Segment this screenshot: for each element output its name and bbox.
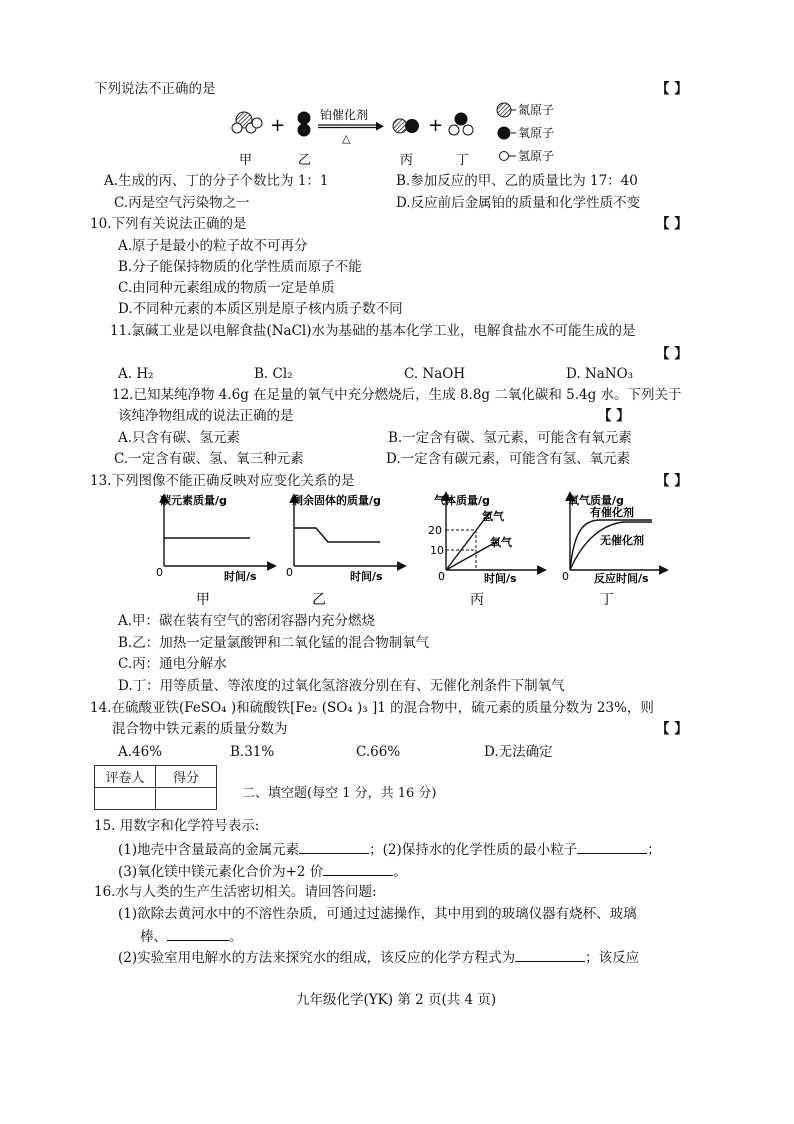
q11-answer-bracket: 【 】 bbox=[656, 346, 688, 362]
graph-ding-caption: 丁 bbox=[600, 592, 614, 608]
legend-oxygen: 氧原子 bbox=[518, 126, 555, 140]
q12-stem-line2: 该纯净物组成的说法正确的是 bbox=[118, 408, 294, 424]
q12-option-c: C.一定含有碳、氢、氧三种元素 bbox=[114, 451, 304, 467]
q11-option-d: D. NaNO₃ bbox=[566, 366, 634, 382]
catalyst-label: 铂催化剂 bbox=[320, 108, 369, 122]
q16-blank-1[interactable] bbox=[167, 926, 229, 941]
graph-ding-xlabel: 反应时间/s bbox=[594, 572, 649, 585]
atom-legend bbox=[497, 103, 554, 163]
graph-yi-ylabel: 剩余固体的质量/g bbox=[292, 494, 381, 507]
graph-bing-tick-10: 10 bbox=[430, 544, 444, 557]
label-jia: 甲 bbox=[239, 153, 253, 168]
graph-yi bbox=[282, 490, 412, 608]
graph-ding bbox=[560, 490, 670, 608]
q12-option-d: D.一定含有碳元素，可能含有氢、氧元素 bbox=[386, 451, 631, 467]
q10-option-c: C.由同种元素组成的物质一定是单质 bbox=[118, 280, 335, 296]
q14-stem-line1: 14.在硫酸亚铁(FeSO₄ )和硫酸铁[Fe₂ (SO₄ )₃ ]1 的混合物中，硫元素的质量分数为 23%，则 bbox=[90, 700, 654, 716]
plus-sign-1: + bbox=[270, 115, 286, 136]
reaction-arrow bbox=[318, 122, 384, 131]
plus-sign-2: + bbox=[428, 115, 444, 136]
q15-stem: 15. 用数字和化学符号表示: bbox=[94, 818, 260, 834]
q15-part1-label: (1)地壳中含量最高的金属元素 bbox=[118, 842, 300, 858]
q15-blank-2[interactable] bbox=[577, 839, 647, 854]
graph-jia-origin: 0 bbox=[156, 566, 163, 579]
graph-bing-tick-20: 20 bbox=[428, 524, 442, 537]
q16-part2-label: (2)实验室用电解水的方法来探究水的组成，该反应的化学方程式为 bbox=[118, 950, 516, 966]
q12-option-b: B.一定含有碳、氢元素，可能含有氧元素 bbox=[388, 430, 632, 446]
q15-line2 bbox=[118, 861, 407, 881]
graph-jia-caption: 甲 bbox=[196, 592, 210, 608]
q11-option-a: A. H₂ bbox=[118, 366, 154, 382]
graph-jia bbox=[150, 490, 280, 608]
q16-part2-line bbox=[118, 947, 639, 967]
q14-option-b: B.31% bbox=[230, 744, 275, 760]
q13-option-d: D.丁：用等质量、等浓度的过氧化氢溶液分别在有、无催化剂条件下制氧气 bbox=[118, 678, 565, 694]
section2-title: 二、填空题(每空 1 分，共 16 分) bbox=[242, 786, 437, 801]
q15-blank-1[interactable] bbox=[299, 839, 369, 854]
legend-hydrogen: 氢原子 bbox=[518, 149, 555, 163]
molecule-ding bbox=[449, 113, 473, 136]
q10-answer-bracket: 【 】 bbox=[656, 216, 688, 232]
graph-jia-ylabel: 碳元素质量/g bbox=[160, 494, 227, 507]
q10-stem: 10.下列有关说法正确的是 bbox=[90, 216, 247, 232]
q16-part1-line2 bbox=[140, 926, 243, 946]
q12-stem-line1: 12.已知某纯净物 4.6g 在足量的氧气中充分燃烧后，生成 8.8g 二氧化碳和 5.4g 水。下列关于 bbox=[112, 387, 682, 403]
legend-nitrogen: 氮原子 bbox=[518, 103, 555, 117]
graph-bing-xlabel: 时间/s bbox=[484, 572, 517, 585]
q9-option-c: C.丙是空气污染物之一 bbox=[114, 195, 250, 211]
graph-yi-xlabel: 时间/s bbox=[350, 570, 383, 583]
grader-score-table bbox=[94, 765, 217, 810]
q9-option-a: A.生成的丙、丁的分子个数比为 1：1 bbox=[104, 173, 329, 189]
label-yi: 乙 bbox=[298, 153, 312, 168]
q14-option-c: C.66% bbox=[356, 744, 401, 760]
graph-bing bbox=[424, 490, 548, 608]
molecule-jia bbox=[232, 112, 262, 133]
q13-answer-bracket: 【 】 bbox=[656, 473, 688, 489]
q9-option-b: B.参加反应的甲、乙的质量比为 17：40 bbox=[396, 173, 638, 189]
q13-option-c: C.丙：通电分解水 bbox=[118, 656, 227, 672]
reaction-diagram bbox=[228, 98, 578, 170]
q16-part1b-label: 棒、 bbox=[140, 929, 167, 945]
q10-option-a: A.原子是最小的粒子故不可再分 bbox=[118, 238, 308, 254]
grader-header: 评卷人 bbox=[95, 766, 156, 788]
q15-part2-end: ； bbox=[647, 842, 661, 858]
q15-part2-label: ；(2)保持水的化学性质的最小粒子 bbox=[369, 842, 578, 858]
score-cell[interactable] bbox=[156, 788, 217, 810]
q14-answer-bracket: 【 】 bbox=[656, 721, 688, 737]
label-ding: 丁 bbox=[456, 153, 470, 168]
molecule-yi bbox=[298, 112, 311, 137]
label-bing: 丙 bbox=[400, 153, 414, 168]
graph-bing-origin: 0 bbox=[438, 570, 445, 583]
q12-answer-bracket: 【 】 bbox=[598, 408, 630, 424]
q12-option-a: A.只含有碳、氢元素 bbox=[118, 430, 241, 446]
score-header: 得分 bbox=[156, 766, 217, 788]
q11-stem: 11.氯碱工业是以电解食盐(NaCl)水为基础的基本化学工业，电解食盐水不可能生成的是 bbox=[110, 323, 636, 339]
graph-jia-xlabel: 时间/s bbox=[224, 570, 257, 583]
q16-blank-2[interactable] bbox=[515, 947, 585, 962]
q10-option-b: B.分子能保持物质的化学性质而原子不能 bbox=[118, 259, 362, 275]
q13-option-b: B.乙：加热一定量氯酸钾和二氧化锰的混合物制氧气 bbox=[118, 635, 430, 651]
q13-stem: 13.下列图像不能正确反映对应变化关系的是 bbox=[90, 473, 355, 489]
q9-stem: 下列说法不正确的是 bbox=[94, 81, 216, 97]
q9-option-d: D.反应前后金属铂的质量和化学性质不变 bbox=[396, 195, 641, 211]
graph-yi-caption: 乙 bbox=[312, 592, 326, 608]
q13-option-a: A.甲：碳在装有空气的密闭容器内充分燃烧 bbox=[118, 613, 376, 629]
q11-option-b: B. Cl₂ bbox=[254, 366, 293, 382]
page-footer: 九年级化学(YK) 第 2 页(共 4 页) bbox=[296, 992, 497, 1008]
q11-option-c: C. NaOH bbox=[404, 366, 466, 382]
graph-bing-series-oxygen: 氧气 bbox=[490, 536, 512, 549]
grader-cell[interactable] bbox=[95, 788, 156, 810]
q15-part3-end: 。 bbox=[393, 864, 407, 880]
graph-bing-caption: 丙 bbox=[470, 592, 484, 608]
graph-bing-line-oxygen bbox=[446, 542, 496, 570]
graph-bing-ylabel: 气体质量/g bbox=[434, 494, 490, 507]
molecule-bing bbox=[393, 119, 419, 133]
q15-blank-3[interactable] bbox=[323, 861, 393, 876]
q9-answer-bracket: 【 】 bbox=[656, 81, 688, 97]
graph-ding-series-catalyst: 有催化剂 bbox=[590, 506, 634, 519]
heat-symbol: △ bbox=[342, 132, 351, 145]
graph-bing-series-hydrogen: 氢气 bbox=[482, 510, 504, 523]
graph-yi-origin: 0 bbox=[286, 566, 293, 579]
q16-part1-line1: (1)欲除去黄河水中的不溶性杂质，可通过过滤操作，其中用到的玻璃仪器有烧杯、玻璃 bbox=[118, 906, 637, 922]
q14-stem-line2: 混合物中铁元素的质量分数为 bbox=[112, 721, 288, 737]
graph-yi-line bbox=[294, 528, 380, 542]
q16-stem: 16.水与人类的生产生活密切相关。请回答问题: bbox=[94, 884, 377, 900]
q15-part3-label: (3)氧化镁中镁元素化合价为+2 价 bbox=[118, 864, 324, 880]
q16-part1b-end: 。 bbox=[229, 929, 243, 945]
q10-option-d: D.不同种元素的本质区别是原子核内质子数不同 bbox=[118, 301, 403, 317]
graph-ding-series-no-catalyst: 无催化剂 bbox=[600, 534, 644, 547]
q15-line1 bbox=[118, 839, 661, 859]
q14-option-d: D.无法确定 bbox=[484, 744, 553, 760]
graph-ding-origin: 0 bbox=[562, 570, 569, 583]
graph-ding-ylabel: 氧气质量/g bbox=[568, 494, 624, 507]
q16-part2-end: ；该反应 bbox=[585, 950, 640, 966]
q14-option-a: A.46% bbox=[118, 744, 163, 760]
